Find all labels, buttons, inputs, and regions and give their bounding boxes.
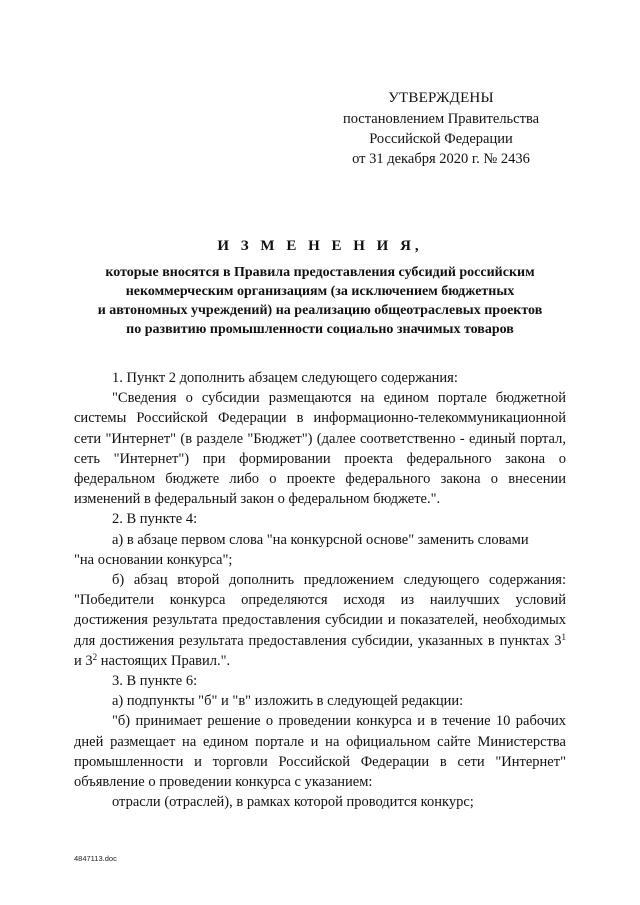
paragraph-industry: отрасли (отраслей), в рамках которой проводится конкурс; (112, 794, 474, 811)
paragraph-item-3: 3. В пункте 6: (112, 673, 198, 690)
approval-line-federation: Российской Федерации (369, 131, 513, 147)
superscript: 1 (561, 631, 566, 642)
footer-file-code: 4847113.doc (74, 854, 117, 863)
subtitle-line: и автономных учреждений) на реализацию общеотраслевых проектов (97, 303, 543, 318)
document-subtitle (60, 263, 580, 339)
paragraph-item-3a: а) подпункты "б" и "в" изложить в следующей редакции: (112, 693, 464, 710)
subtitle-line: некоммерческим организациям (за исключением бюджетных (125, 284, 515, 299)
paragraph-item-2a: а) в абзаце первом слова "на конкурсной основе" заменить словами (112, 531, 529, 548)
approval-line-government: постановлением Правительства (342, 111, 540, 127)
paragraph-quote-b: "б) принимает решение о проведении конкурса и в течение 10 рабочих дней размещает на едином портале и на официальном сайте Министерства промышленности и торговли Российской Федерации в сети "Интернет" объявление о проведении конкурса с указанием: (74, 713, 566, 791)
approval-block (326, 88, 556, 169)
document-body (74, 368, 566, 812)
approval-line-date-number: от 31 декабря 2020 г. № 2436 (352, 151, 530, 167)
paragraph-item-2a-continued: "на основании конкурса"; (74, 551, 233, 568)
paragraph-item-2b (74, 570, 566, 671)
approved-heading: УТВЕРЖДЕНЫ (388, 90, 494, 106)
paragraph-item-2: 2. В пункте 4: (112, 511, 198, 528)
paragraph-quote-subsidy-info: "Сведения о субсидии размещаются на едином портале бюджетной системы Российской Федерации в информационно-телекоммуникационной сети "Интернет" (в разделе "Бюджет") (далее соответственно - единый портал, сеть "Интернет") при формировании проекта федерального закона о федеральном бюджете либо о проекте федерального закона о внесении изменений в федеральный закон о федеральном бюджете.". (74, 390, 566, 508)
document-title: И З М Е Н Е Н И Я, (217, 238, 423, 254)
subtitle-line: по развитию промышленности социально значимых товаров (126, 322, 514, 337)
paragraph-item-2b-text: б) абзац второй дополнить предложением следующего содержания: "Победители конкурса определяются исходя из наилучших условий достижения результата предоставления субсидии и показателей, необходимых для достижения результата предоставления субсидии, указанных в пунктах 3 (74, 572, 566, 649)
subtitle-line: которые вносятся в Правила предоставления субсидий российским (105, 265, 535, 280)
paragraph-item-2b-end: настоящих Правил.". (97, 652, 231, 669)
superscript: 2 (92, 651, 98, 662)
paragraph-item-2b-mid: и 3 (74, 652, 93, 669)
paragraph-item-1: 1. Пункт 2 дополнить абзацем следующего содержания: (112, 370, 458, 386)
